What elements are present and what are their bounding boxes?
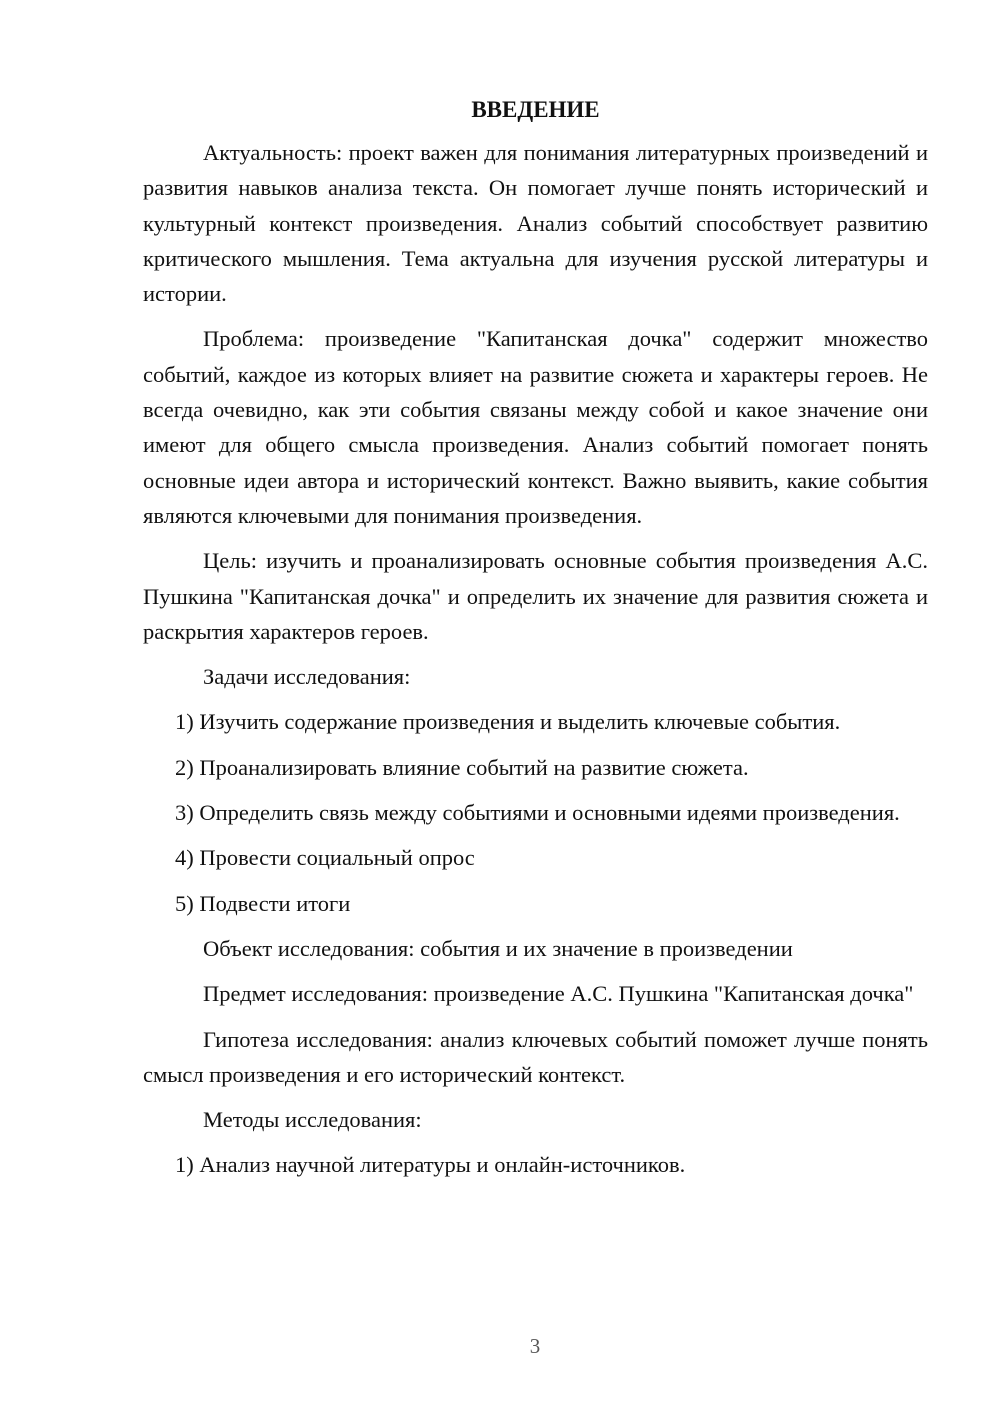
document-page	[143, 92, 928, 1193]
research-subject: Предмет исследования: произведение А.С. Пушкина "Капитанская дочка"	[203, 981, 914, 1007]
tasks-heading: Задачи исследования:	[203, 664, 411, 690]
goal-paragraph: Цель: изучить и проанализировать основные события произведения А.С. Пушкина "Капитанская дочка" и определить их значение для развития сюжета и раскрытия характеров героев.	[143, 548, 928, 644]
problem-paragraph: Проблема: произведение "Капитанская дочка" содержит множество событий, каждое из которых влияет на развитие сюжета и характеры героев. Не всегда очевидно, как эти события связаны между собой и какое значение они имеют для общего смысла произведения. Анализ событий помогает понять основные идеи автора и исторический контекст. Важно выявить, какие события являются ключевыми для понимания произведения.	[143, 326, 928, 528]
method-item-1: 1) Анализ научной литературы и онлайн-источников.	[175, 1152, 686, 1178]
task-item-4: 4) Провести социальный опрос	[175, 845, 475, 871]
task-item-5: 5) Подвести итоги	[175, 890, 351, 916]
task-item-1: 1) Изучить содержание произведения и выделить ключевые события.	[175, 709, 841, 735]
research-object: Объект исследования: события и их значение в произведении	[203, 935, 793, 961]
page-number: 3	[529, 1334, 541, 1358]
task-item-3: 3) Определить связь между событиями и основными идеями произведения.	[175, 800, 900, 826]
research-hypothesis: Гипотеза исследования: анализ ключевых событий поможет лучше понять смысл произведения и его исторический контекст.	[143, 1026, 928, 1087]
relevance-paragraph: Актуальность: проект важен для понимания литературных произведений и развития навыков анализа текста. Он помогает лучше понять исторический и культурный контекст произведения. Анализ событий способствует развитию критического мышления. Тема актуальна для изучения русской литературы и истории.	[143, 140, 928, 307]
methods-heading: Методы исследования:	[203, 1107, 422, 1133]
section-title: ВВЕДЕНИЕ	[471, 97, 600, 122]
task-item-2: 2) Проанализировать влияние событий на развитие сюжета.	[175, 754, 749, 780]
